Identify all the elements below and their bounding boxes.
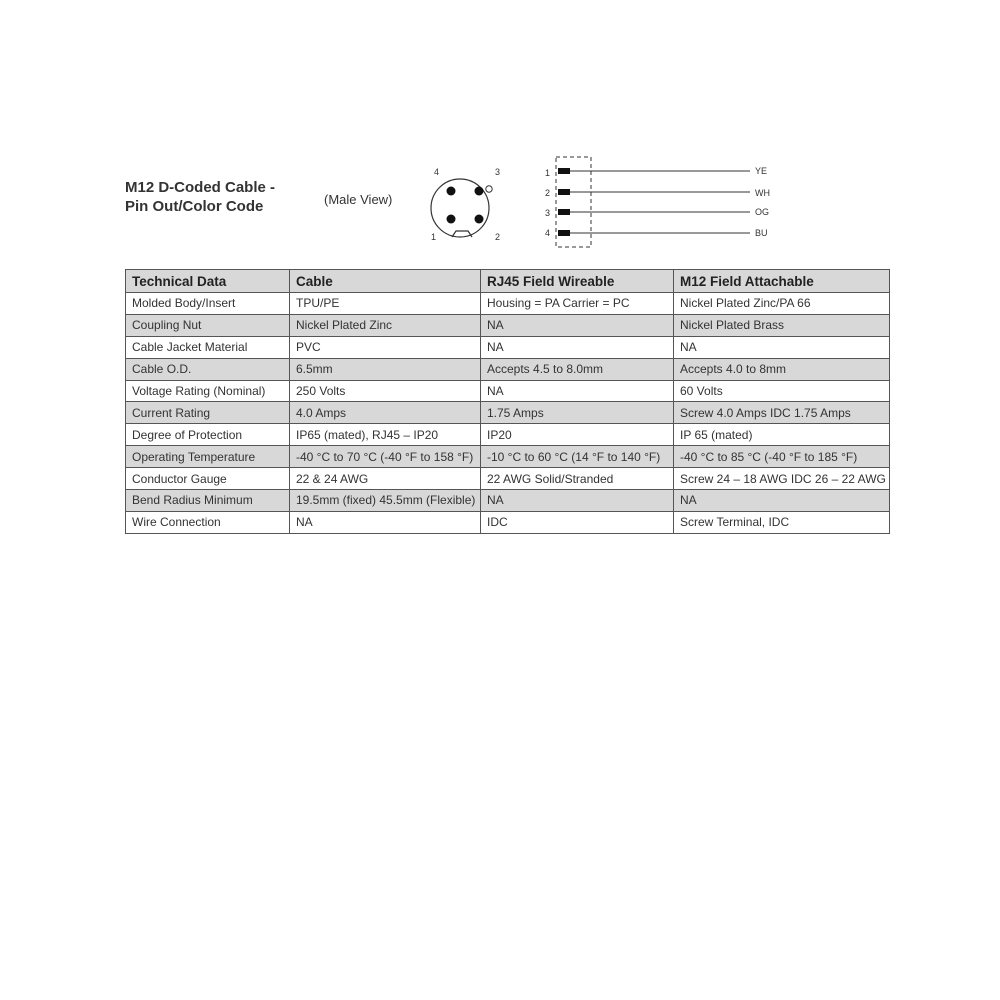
table-cell: IP65 (mated), RJ45 – IP20 <box>290 424 481 446</box>
table-cell: Conductor Gauge <box>126 468 290 490</box>
table-cell: Degree of Protection <box>126 424 290 446</box>
pin-4-contact <box>447 187 456 196</box>
table-cell: Molded Body/Insert <box>126 293 290 315</box>
table-cell: NA <box>290 511 481 533</box>
table-cell: -40 °C to 85 °C (-40 °F to 185 °F) <box>674 446 890 468</box>
table-cell: Nickel Plated Zinc <box>290 314 481 336</box>
table-cell: -10 °C to 60 °C (14 °F to 140 °F) <box>481 446 674 468</box>
table-row <box>126 314 890 336</box>
wire-terminal <box>558 209 570 215</box>
view-label: (Male View) <box>324 192 393 207</box>
m12-connector-diagram <box>420 160 520 250</box>
table-cell: Accepts 4.5 to 8.0mm <box>481 358 674 380</box>
table-cell: 1.75 Amps <box>481 402 674 424</box>
table-cell: 19.5mm (fixed) 45.5mm (Flexible) <box>290 490 481 512</box>
table-cell: NA <box>481 314 674 336</box>
wire-color-label: BU <box>755 228 768 238</box>
table-cell: IP20 <box>481 424 674 446</box>
table-cell: Nickel Plated Zinc/PA 66 <box>674 293 890 315</box>
wire-terminal <box>558 168 570 174</box>
pin-label-3: 3 <box>495 167 501 177</box>
column-header: RJ45 Field Wireable <box>481 270 674 293</box>
table-cell: TPU/PE <box>290 293 481 315</box>
table-cell: Screw 24 – 18 AWG IDC 26 – 22 AWG <box>674 468 890 490</box>
pin-label-1: 1 <box>431 232 437 242</box>
wire-terminal <box>558 189 570 195</box>
page-title <box>125 178 275 216</box>
table-cell: 22 AWG Solid/Stranded <box>481 468 674 490</box>
table-row <box>126 402 890 424</box>
table-cell: NA <box>674 336 890 358</box>
table-row <box>126 511 890 533</box>
wire-pin-number: 2 <box>545 188 551 198</box>
wire-row-4 <box>545 228 768 238</box>
table-row <box>126 490 890 512</box>
table-cell: Current Rating <box>126 402 290 424</box>
table-cell: Bend Radius Minimum <box>126 490 290 512</box>
table-row <box>126 424 890 446</box>
table-cell: Cable Jacket Material <box>126 336 290 358</box>
table-cell: IP 65 (mated) <box>674 424 890 446</box>
wire-color-label: OG <box>755 207 770 217</box>
column-header: Cable <box>290 270 481 293</box>
title-line-1: M12 D-Coded Cable - <box>125 179 276 196</box>
table-cell: Screw 4.0 Amps IDC 1.75 Amps <box>674 402 890 424</box>
table-cell: NA <box>481 380 674 402</box>
table-cell: NA <box>674 490 890 512</box>
table-cell: 6.5mm <box>290 358 481 380</box>
table-cell: NA <box>481 336 674 358</box>
table-cell: 60 Volts <box>674 380 890 402</box>
table-cell: NA <box>481 490 674 512</box>
table-cell: Voltage Rating (Nominal) <box>126 380 290 402</box>
table-row <box>126 380 890 402</box>
table-row <box>126 293 890 315</box>
pin-label-4: 4 <box>434 167 440 177</box>
table-cell: 250 Volts <box>290 380 481 402</box>
table-cell: PVC <box>290 336 481 358</box>
wire-pin-number: 1 <box>545 168 551 178</box>
wire-row-3 <box>545 207 769 218</box>
table-cell: Housing = PA Carrier = PC <box>481 293 674 315</box>
table-row <box>126 336 890 358</box>
table-cell: -40 °C to 70 °C (-40 °F to 158 °F) <box>290 446 481 468</box>
table-cell: Cable O.D. <box>126 358 290 380</box>
table-row <box>126 468 890 490</box>
wire-color-label: YE <box>755 166 768 176</box>
table-cell: 22 & 24 AWG <box>290 468 481 490</box>
pin-3-contact <box>475 187 484 196</box>
wiring-diagram <box>538 152 788 252</box>
pin-1-contact <box>447 215 456 224</box>
column-header: Technical Data <box>126 270 290 293</box>
wire-pin-number: 3 <box>545 208 551 218</box>
table-cell: Wire Connection <box>126 511 290 533</box>
table-cell: Accepts 4.0 to 8mm <box>674 358 890 380</box>
wire-color-label: WH <box>755 188 770 198</box>
table-cell: IDC <box>481 511 674 533</box>
column-header: M12 Field Attachable <box>674 270 890 293</box>
table-cell: 4.0 Amps <box>290 402 481 424</box>
table-header-row <box>126 270 890 293</box>
pin-label-2: 2 <box>495 232 501 242</box>
table-row <box>126 446 890 468</box>
table-cell: Coupling Nut <box>126 314 290 336</box>
pin-2-contact <box>475 215 484 224</box>
table-cell: Screw Terminal, IDC <box>674 511 890 533</box>
table-row <box>126 358 890 380</box>
technical-data-table <box>125 269 890 534</box>
wire-pin-number: 4 <box>545 228 551 238</box>
wire-terminal <box>558 230 570 236</box>
wire-row-2 <box>545 188 770 198</box>
title-line-2: Pin Out/Color Code <box>125 198 264 215</box>
wire-row-1 <box>545 166 767 178</box>
connector-marker <box>486 186 492 192</box>
table-cell: Nickel Plated Brass <box>674 314 890 336</box>
table-cell: Operating Temperature <box>126 446 290 468</box>
